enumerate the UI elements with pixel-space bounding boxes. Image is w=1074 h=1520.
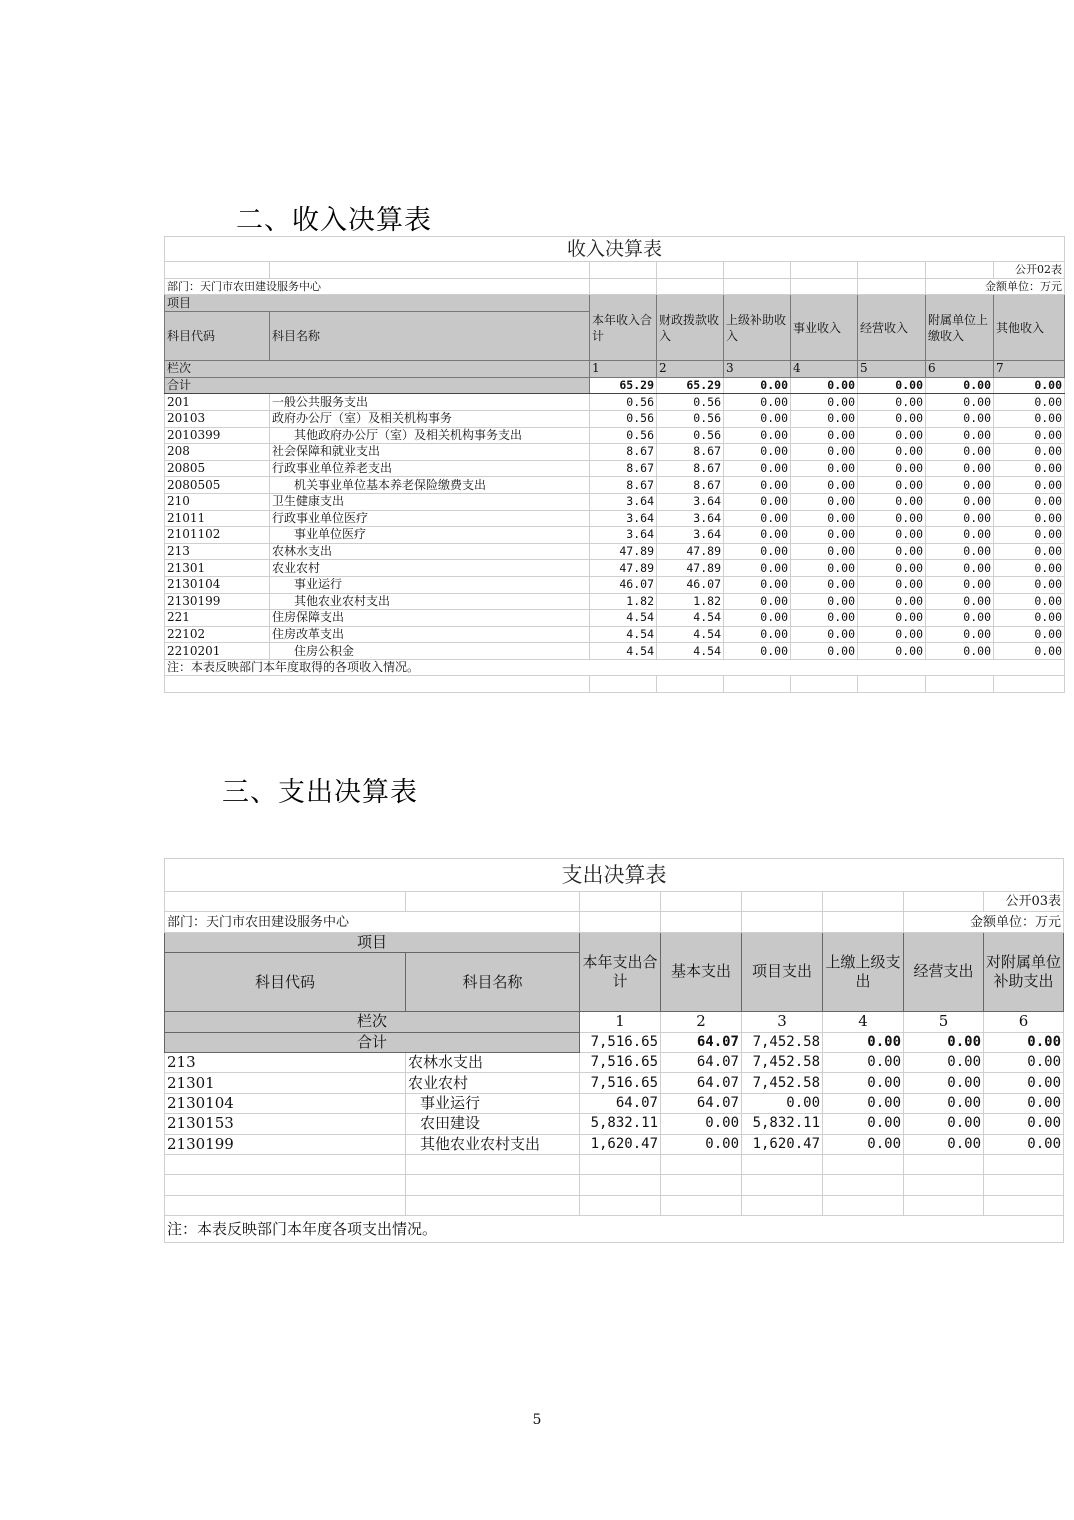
expense-lanci-label: 栏次	[165, 1012, 580, 1032]
expense-header-item: 项目	[165, 932, 580, 952]
table-row	[165, 410, 1065, 427]
income-col-header-2: 财政拨款收入	[657, 295, 724, 361]
subject-name: 社会保障和就业支出	[270, 444, 590, 461]
table-row	[165, 493, 1065, 510]
amount-cell: 0.00	[994, 394, 1065, 411]
amount-cell: 47.89	[590, 560, 657, 577]
income-total-value: 65.29	[657, 377, 724, 394]
amount-cell: 0.00	[791, 593, 858, 610]
amount-cell: 0.00	[858, 493, 926, 510]
expense-col-number: 5	[904, 1012, 984, 1032]
subject-name: 住房公积金	[270, 643, 590, 660]
amount-cell: 64.07	[661, 1093, 742, 1113]
amount-cell: 0.00	[724, 444, 791, 461]
amount-cell: 4.54	[590, 643, 657, 660]
income-total-value: 0.00	[858, 377, 926, 394]
amount-cell: 0.00	[858, 410, 926, 427]
amount-cell: 0.00	[926, 444, 994, 461]
income-col-number: 4	[791, 361, 858, 378]
amount-cell: 0.00	[791, 543, 858, 560]
table-row	[165, 1114, 1064, 1134]
amount-cell: 64.07	[661, 1073, 742, 1093]
amount-cell: 0.00	[791, 444, 858, 461]
amount-cell: 0.00	[724, 543, 791, 560]
income-col-header-6: 附属单位上缴收入	[926, 295, 994, 361]
amount-cell: 0.00	[823, 1134, 904, 1154]
subject-name: 其他农业农村支出	[406, 1134, 580, 1154]
expense-total-value: 0.00	[823, 1032, 904, 1052]
expense-total-value: 0.00	[904, 1032, 984, 1052]
amount-cell: 0.00	[994, 444, 1065, 461]
amount-cell: 0.00	[994, 460, 1065, 477]
amount-cell: 3.64	[590, 510, 657, 527]
subject-name: 政府办公厅（室）及相关机构事务	[270, 410, 590, 427]
amount-cell: 0.00	[926, 576, 994, 593]
table-row	[165, 1052, 1064, 1072]
income-unit: 金额单位：万元	[926, 278, 1065, 295]
subject-name: 行政事业单位医疗	[270, 510, 590, 527]
amount-cell: 0.00	[791, 610, 858, 627]
amount-cell: 46.07	[590, 576, 657, 593]
subject-code: 2080505	[165, 477, 270, 494]
amount-cell: 0.00	[724, 643, 791, 660]
income-total-value: 0.00	[791, 377, 858, 394]
amount-cell: 0.00	[791, 527, 858, 544]
table-row	[165, 394, 1065, 411]
amount-cell: 8.67	[590, 477, 657, 494]
amount-cell: 0.00	[984, 1052, 1064, 1072]
subject-name: 事业运行	[406, 1093, 580, 1113]
amount-cell: 47.89	[657, 543, 724, 560]
amount-cell: 0.00	[926, 643, 994, 660]
amount-cell: 0.00	[994, 543, 1065, 560]
amount-cell: 7,452.58	[742, 1073, 823, 1093]
subject-name: 住房保障支出	[270, 610, 590, 627]
amount-cell: 0.00	[994, 593, 1065, 610]
amount-cell: 0.00	[724, 477, 791, 494]
amount-cell: 0.00	[823, 1073, 904, 1093]
table-row	[165, 460, 1065, 477]
amount-cell: 0.00	[994, 477, 1065, 494]
subject-code: 21011	[165, 510, 270, 527]
subject-code: 2210201	[165, 643, 270, 660]
amount-cell: 0.00	[994, 560, 1065, 577]
expense-total-label: 合计	[165, 1032, 580, 1052]
table-row	[165, 560, 1065, 577]
table-row	[165, 1093, 1064, 1113]
income-total-value: 0.00	[994, 377, 1065, 394]
subject-name: 农林水支出	[270, 543, 590, 560]
amount-cell: 0.00	[926, 626, 994, 643]
subject-name: 卫生健康支出	[270, 493, 590, 510]
subject-code: 2010399	[165, 427, 270, 444]
subject-code: 22102	[165, 626, 270, 643]
income-col-header-4: 事业收入	[791, 295, 858, 361]
amount-cell: 0.00	[724, 576, 791, 593]
expense-col-number: 2	[661, 1012, 742, 1032]
amount-cell: 3.64	[657, 493, 724, 510]
income-col-number: 6	[926, 361, 994, 378]
amount-cell: 4.54	[657, 626, 724, 643]
amount-cell: 0.00	[724, 593, 791, 610]
income-note: 注：本表反映部门本年度取得的各项收入情况。	[165, 659, 1065, 676]
amount-cell: 0.00	[926, 527, 994, 544]
amount-cell: 0.00	[994, 610, 1065, 627]
amount-cell: 0.00	[926, 410, 994, 427]
expense-section-title: 三、支出决算表	[222, 777, 418, 808]
amount-cell: 0.00	[994, 493, 1065, 510]
amount-cell: 0.00	[994, 410, 1065, 427]
amount-cell: 0.00	[823, 1052, 904, 1072]
subject-name: 农业农村	[270, 560, 590, 577]
amount-cell: 0.56	[590, 427, 657, 444]
amount-cell: 46.07	[657, 576, 724, 593]
amount-cell: 0.00	[984, 1093, 1064, 1113]
expense-dept: 部门：天门市农田建设服务中心	[165, 912, 580, 932]
amount-cell: 0.00	[724, 527, 791, 544]
amount-cell: 0.00	[994, 626, 1065, 643]
expense-col-header-1: 本年支出合计	[580, 932, 661, 1011]
income-col-number: 1	[590, 361, 657, 378]
expense-col-number: 1	[580, 1012, 661, 1032]
amount-cell: 0.00	[994, 527, 1065, 544]
amount-cell: 3.64	[657, 527, 724, 544]
amount-cell: 0.00	[994, 576, 1065, 593]
amount-cell: 8.67	[590, 444, 657, 461]
amount-cell: 0.00	[858, 610, 926, 627]
table-row	[165, 543, 1065, 560]
amount-cell: 0.00	[791, 626, 858, 643]
subject-name: 农林水支出	[406, 1052, 580, 1072]
subject-code: 2130104	[165, 576, 270, 593]
subject-name: 行政事业单位养老支出	[270, 460, 590, 477]
table-row	[165, 593, 1065, 610]
amount-cell: 0.00	[823, 1093, 904, 1113]
subject-name: 其他政府办公厅（室）及相关机构事务支出	[270, 427, 590, 444]
expense-header-name: 科目名称	[406, 953, 580, 1012]
amount-cell: 0.00	[926, 610, 994, 627]
income-total-value: 0.00	[926, 377, 994, 394]
amount-cell: 1,620.47	[742, 1134, 823, 1154]
amount-cell: 8.67	[590, 460, 657, 477]
amount-cell: 5,832.11	[580, 1114, 661, 1134]
table-row	[165, 1073, 1064, 1093]
amount-cell: 0.00	[994, 427, 1065, 444]
expense-table-code: 公开03表	[984, 892, 1064, 912]
expense-table	[164, 858, 1064, 1243]
table-row	[165, 576, 1065, 593]
expense-col-header-2: 基本支出	[661, 932, 742, 1011]
amount-cell: 0.00	[926, 493, 994, 510]
amount-cell: 0.56	[590, 410, 657, 427]
income-col-number: 7	[994, 361, 1065, 378]
subject-code: 21301	[165, 560, 270, 577]
amount-cell: 0.00	[904, 1073, 984, 1093]
amount-cell: 0.00	[661, 1134, 742, 1154]
income-col-header-7: 其他收入	[994, 295, 1065, 361]
amount-cell: 64.07	[661, 1052, 742, 1072]
amount-cell: 0.00	[858, 643, 926, 660]
amount-cell: 1.82	[590, 593, 657, 610]
amount-cell: 0.00	[904, 1052, 984, 1072]
expense-table-title: 支出决算表	[165, 859, 1064, 892]
income-col-number: 3	[724, 361, 791, 378]
amount-cell: 8.67	[657, 477, 724, 494]
amount-cell: 0.56	[657, 410, 724, 427]
amount-cell: 0.00	[904, 1134, 984, 1154]
amount-cell: 0.00	[661, 1114, 742, 1134]
income-header-item: 项目	[165, 295, 590, 312]
amount-cell: 0.00	[926, 510, 994, 527]
amount-cell: 0.00	[858, 626, 926, 643]
expense-col-header-3: 项目支出	[742, 932, 823, 1011]
expense-note: 注：本表反映部门本年度各项支出情况。	[165, 1216, 1064, 1243]
amount-cell: 3.64	[590, 493, 657, 510]
subject-name: 事业单位医疗	[270, 527, 590, 544]
expense-col-header-6: 对附属单位补助支出	[984, 932, 1064, 1011]
amount-cell: 4.54	[657, 643, 724, 660]
income-lanci-label: 栏次	[165, 361, 590, 378]
amount-cell: 47.89	[590, 543, 657, 560]
amount-cell: 0.00	[858, 427, 926, 444]
subject-code: 208	[165, 444, 270, 461]
amount-cell: 0.00	[858, 576, 926, 593]
amount-cell: 0.00	[791, 460, 858, 477]
subject-code: 2130199	[165, 1134, 406, 1154]
amount-cell: 0.00	[823, 1114, 904, 1134]
subject-code: 2130153	[165, 1114, 406, 1134]
amount-cell: 0.00	[926, 560, 994, 577]
income-table-title: 收入决算表	[165, 237, 1065, 262]
subject-code: 21301	[165, 1073, 406, 1093]
amount-cell: 0.00	[858, 543, 926, 560]
amount-cell: 0.00	[994, 643, 1065, 660]
page-number: 5	[532, 1412, 542, 1428]
amount-cell: 0.00	[858, 593, 926, 610]
amount-cell: 0.00	[791, 493, 858, 510]
amount-cell: 0.00	[858, 527, 926, 544]
amount-cell: 0.00	[724, 410, 791, 427]
subject-name: 事业运行	[270, 576, 590, 593]
subject-code: 2130199	[165, 593, 270, 610]
amount-cell: 0.00	[742, 1093, 823, 1113]
income-total-label: 合计	[165, 377, 590, 394]
income-header-code: 科目代码	[165, 312, 270, 361]
table-row	[165, 477, 1065, 494]
amount-cell: 4.54	[590, 626, 657, 643]
amount-cell: 7,516.65	[580, 1052, 661, 1072]
table-row	[165, 427, 1065, 444]
amount-cell: 0.00	[984, 1073, 1064, 1093]
amount-cell: 0.00	[858, 394, 926, 411]
subject-name: 农田建设	[406, 1114, 580, 1134]
income-header-name: 科目名称	[270, 312, 590, 361]
amount-cell: 0.00	[791, 560, 858, 577]
subject-name: 机关事业单位基本养老保险缴费支出	[270, 477, 590, 494]
subject-code: 2101102	[165, 527, 270, 544]
expense-unit: 金额单位：万元	[904, 912, 1064, 932]
amount-cell: 0.00	[926, 460, 994, 477]
amount-cell: 4.54	[590, 610, 657, 627]
amount-cell: 0.00	[858, 444, 926, 461]
expense-total-value: 7,452.58	[742, 1032, 823, 1052]
amount-cell: 0.00	[791, 643, 858, 660]
income-col-header-1: 本年收入合计	[590, 295, 657, 361]
amount-cell: 47.89	[657, 560, 724, 577]
income-total-value: 65.29	[590, 377, 657, 394]
income-dept: 部门：天门市农田建设服务中心	[165, 278, 590, 295]
subject-code: 213	[165, 543, 270, 560]
amount-cell: 0.00	[724, 510, 791, 527]
expense-col-number: 6	[984, 1012, 1064, 1032]
amount-cell: 0.00	[926, 477, 994, 494]
amount-cell: 0.00	[724, 493, 791, 510]
amount-cell: 0.56	[590, 394, 657, 411]
amount-cell: 0.00	[858, 510, 926, 527]
amount-cell: 0.00	[724, 460, 791, 477]
amount-cell: 0.56	[657, 394, 724, 411]
income-total-value: 0.00	[724, 377, 791, 394]
income-col-header-5: 经营收入	[858, 295, 926, 361]
amount-cell: 0.00	[904, 1093, 984, 1113]
amount-cell: 0.00	[724, 560, 791, 577]
income-table	[164, 236, 1065, 693]
amount-cell: 0.00	[724, 394, 791, 411]
amount-cell: 1,620.47	[580, 1134, 661, 1154]
amount-cell: 3.64	[590, 527, 657, 544]
amount-cell: 0.00	[926, 593, 994, 610]
subject-code: 221	[165, 610, 270, 627]
table-row	[165, 527, 1065, 544]
amount-cell: 0.00	[724, 427, 791, 444]
income-section-title: 二、收入决算表	[236, 205, 432, 236]
subject-name: 农业农村	[406, 1073, 580, 1093]
amount-cell: 0.00	[791, 410, 858, 427]
expense-col-number: 4	[823, 1012, 904, 1032]
amount-cell: 0.00	[724, 610, 791, 627]
amount-cell: 0.56	[657, 427, 724, 444]
amount-cell: 0.00	[858, 460, 926, 477]
amount-cell: 0.00	[791, 477, 858, 494]
expense-col-number: 3	[742, 1012, 823, 1032]
amount-cell: 0.00	[858, 477, 926, 494]
amount-cell: 0.00	[791, 427, 858, 444]
amount-cell: 0.00	[926, 394, 994, 411]
amount-cell: 0.00	[984, 1114, 1064, 1134]
subject-name: 其他农业农村支出	[270, 593, 590, 610]
amount-cell: 0.00	[984, 1134, 1064, 1154]
amount-cell: 8.67	[657, 460, 724, 477]
table-row	[165, 1134, 1064, 1154]
amount-cell: 0.00	[904, 1114, 984, 1134]
expense-col-header-5: 经营支出	[904, 932, 984, 1011]
income-col-header-3: 上级补助收入	[724, 295, 791, 361]
expense-col-header-4: 上缴上级支出	[823, 932, 904, 1011]
amount-cell: 0.00	[858, 560, 926, 577]
subject-name: 住房改革支出	[270, 626, 590, 643]
expense-header-code: 科目代码	[165, 953, 406, 1012]
amount-cell: 0.00	[926, 427, 994, 444]
table-row	[165, 510, 1065, 527]
subject-code: 201	[165, 394, 270, 411]
income-table-code: 公开02表	[994, 262, 1065, 279]
amount-cell: 0.00	[791, 576, 858, 593]
amount-cell: 1.82	[657, 593, 724, 610]
table-row	[165, 643, 1065, 660]
amount-cell: 0.00	[724, 626, 791, 643]
subject-code: 20103	[165, 410, 270, 427]
amount-cell: 8.67	[657, 444, 724, 461]
expense-total-value: 0.00	[984, 1032, 1064, 1052]
amount-cell: 64.07	[580, 1093, 661, 1113]
subject-code: 210	[165, 493, 270, 510]
subject-code: 213	[165, 1052, 406, 1072]
subject-code: 2130104	[165, 1093, 406, 1113]
amount-cell: 0.00	[994, 510, 1065, 527]
expense-total-value: 7,516.65	[580, 1032, 661, 1052]
amount-cell: 5,832.11	[742, 1114, 823, 1134]
expense-total-value: 64.07	[661, 1032, 742, 1052]
subject-code: 20805	[165, 460, 270, 477]
amount-cell: 0.00	[791, 510, 858, 527]
amount-cell: 0.00	[926, 543, 994, 560]
amount-cell: 7,452.58	[742, 1052, 823, 1072]
income-col-number: 2	[657, 361, 724, 378]
amount-cell: 3.64	[657, 510, 724, 527]
amount-cell: 4.54	[657, 610, 724, 627]
amount-cell: 0.00	[791, 394, 858, 411]
table-row	[165, 610, 1065, 627]
table-row	[165, 626, 1065, 643]
table-row	[165, 444, 1065, 461]
income-col-number: 5	[858, 361, 926, 378]
amount-cell: 7,516.65	[580, 1073, 661, 1093]
subject-name: 一般公共服务支出	[270, 394, 590, 411]
